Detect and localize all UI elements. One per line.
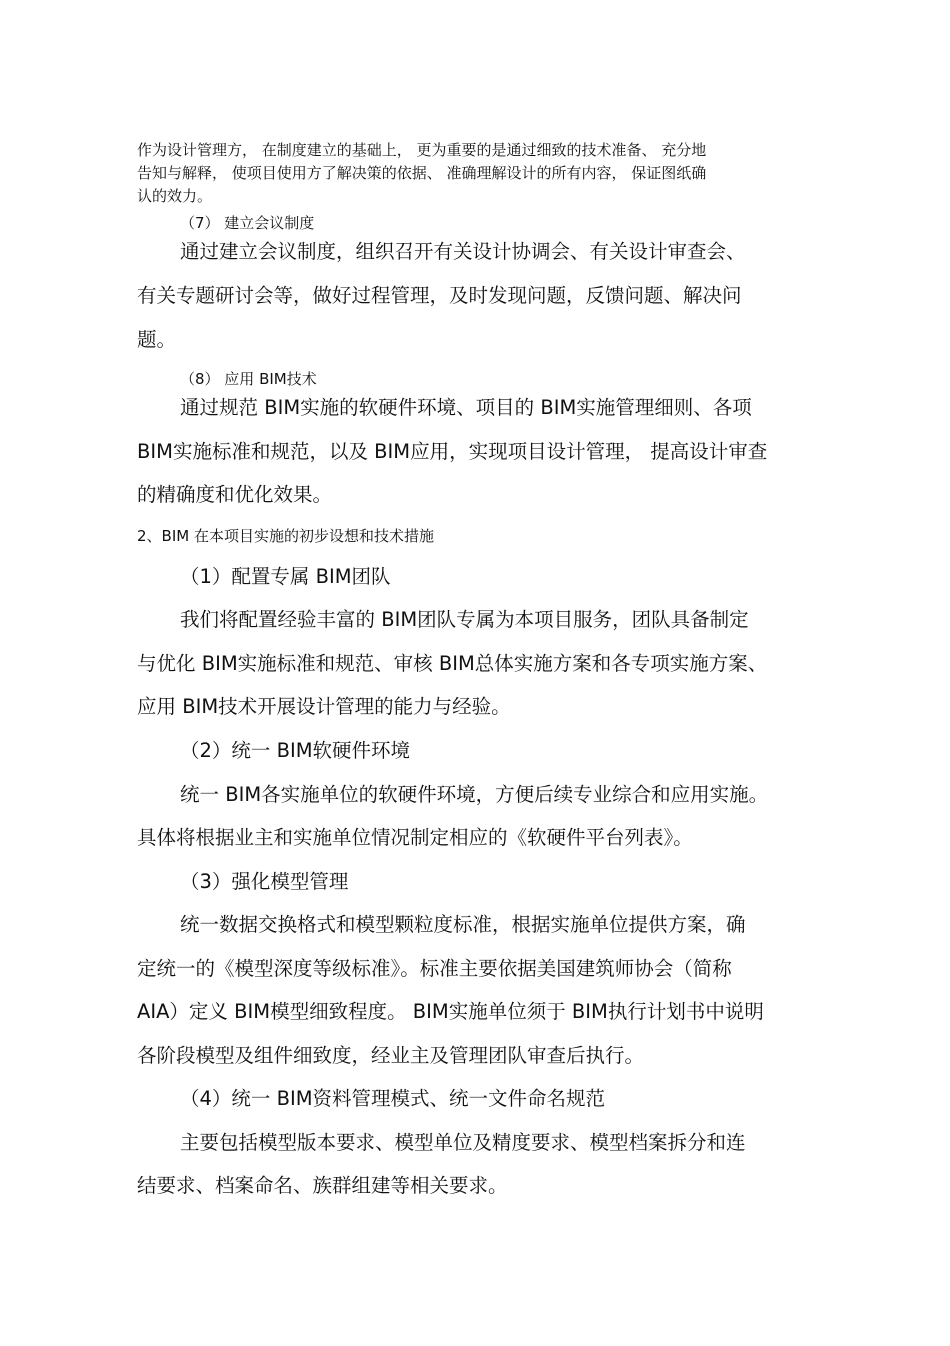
paragraph-software-environment-line-1: 统一 BIM各实施单位的软硬件环境，方便后续专业综合和应用实施。	[180, 783, 769, 806]
paragraph-apply-bim-line-2: BIM实施标准和规范，以及 BIM应用，实现项目设计管理， 提高设计审查	[137, 440, 768, 463]
paragraph-design-management-line-1: 作为设计管理方， 在制度建立的基础上， 更为重要的是通过细致的技术准备、 充分地	[137, 141, 707, 159]
heading-meeting-system: （7） 建立会议制度	[180, 214, 315, 232]
paragraph-model-management-line-2: 定统一的《模型深度等级标准》。标准主要依据美国建筑师协会（简称	[137, 957, 732, 980]
heading-apply-bim: （8） 应用 BIM技术	[180, 370, 317, 388]
paragraph-file-naming-line-2: 结要求、档案命名、族群组建等相关要求。	[137, 1174, 508, 1197]
paragraph-model-management-line-1: 统一数据交换格式和模型颗粒度标准，根据实施单位提供方案，确	[180, 913, 746, 936]
section-heading-bim-measures: 2、BIM 在本项目实施的初步设想和技术措施	[137, 527, 434, 545]
paragraph-apply-bim-line-3: 的精确度和优化效果。	[137, 483, 333, 506]
paragraph-model-management-line-4: 各阶段模型及组件细致度，经业主及管理团队审查后执行。	[137, 1044, 645, 1067]
subheading-model-management: （3）强化模型管理	[180, 870, 349, 893]
paragraph-meeting-system-line-1: 通过建立会议制度，组织召开有关设计协调会、有关设计审查会、	[180, 240, 746, 263]
paragraph-software-environment-line-2: 具体将根据业主和实施单位情况制定相应的《软硬件平台列表》。	[137, 826, 693, 849]
paragraph-bim-team-line-2: 与优化 BIM实施标准和规范、审核 BIM总体实施方案和各专项实施方案、	[137, 652, 768, 675]
subheading-software-environment: （2）统一 BIM软硬件环境	[180, 739, 411, 762]
paragraph-design-management-line-3: 认的效力。	[137, 187, 213, 205]
paragraph-design-management-line-2: 告知与解释， 使项目使用方了解决策的依据、 准确理解设计的所有内容， 保证图纸确	[137, 164, 707, 182]
paragraph-file-naming-line-1: 主要包括模型版本要求、模型单位及精度要求、模型档案拆分和连	[180, 1131, 746, 1154]
paragraph-apply-bim-line-1: 通过规范 BIM实施的软硬件环境、项目的 BIM实施管理细则、各项	[180, 396, 752, 419]
paragraph-bim-team-line-3: 应用 BIM技术开展设计管理的能力与经验。	[137, 695, 511, 718]
paragraph-bim-team-line-1: 我们将配置经验丰富的 BIM团队专属为本项目服务，团队具备制定	[180, 608, 749, 631]
paragraph-meeting-system-line-3: 题。	[137, 328, 177, 351]
paragraph-model-management-line-3: AIA）定义 BIM模型细致程度。 BIM实施单位须于 BIM执行计划书中说明	[137, 1000, 764, 1023]
paragraph-meeting-system-line-2: 有关专题研讨会等，做好过程管理，及时发现问题，反馈问题、解决问	[137, 284, 742, 307]
subheading-bim-team: （1）配置专属 BIM团队	[180, 565, 391, 588]
subheading-file-naming: （4）统一 BIM资料管理模式、统一文件命名规范	[180, 1087, 606, 1110]
